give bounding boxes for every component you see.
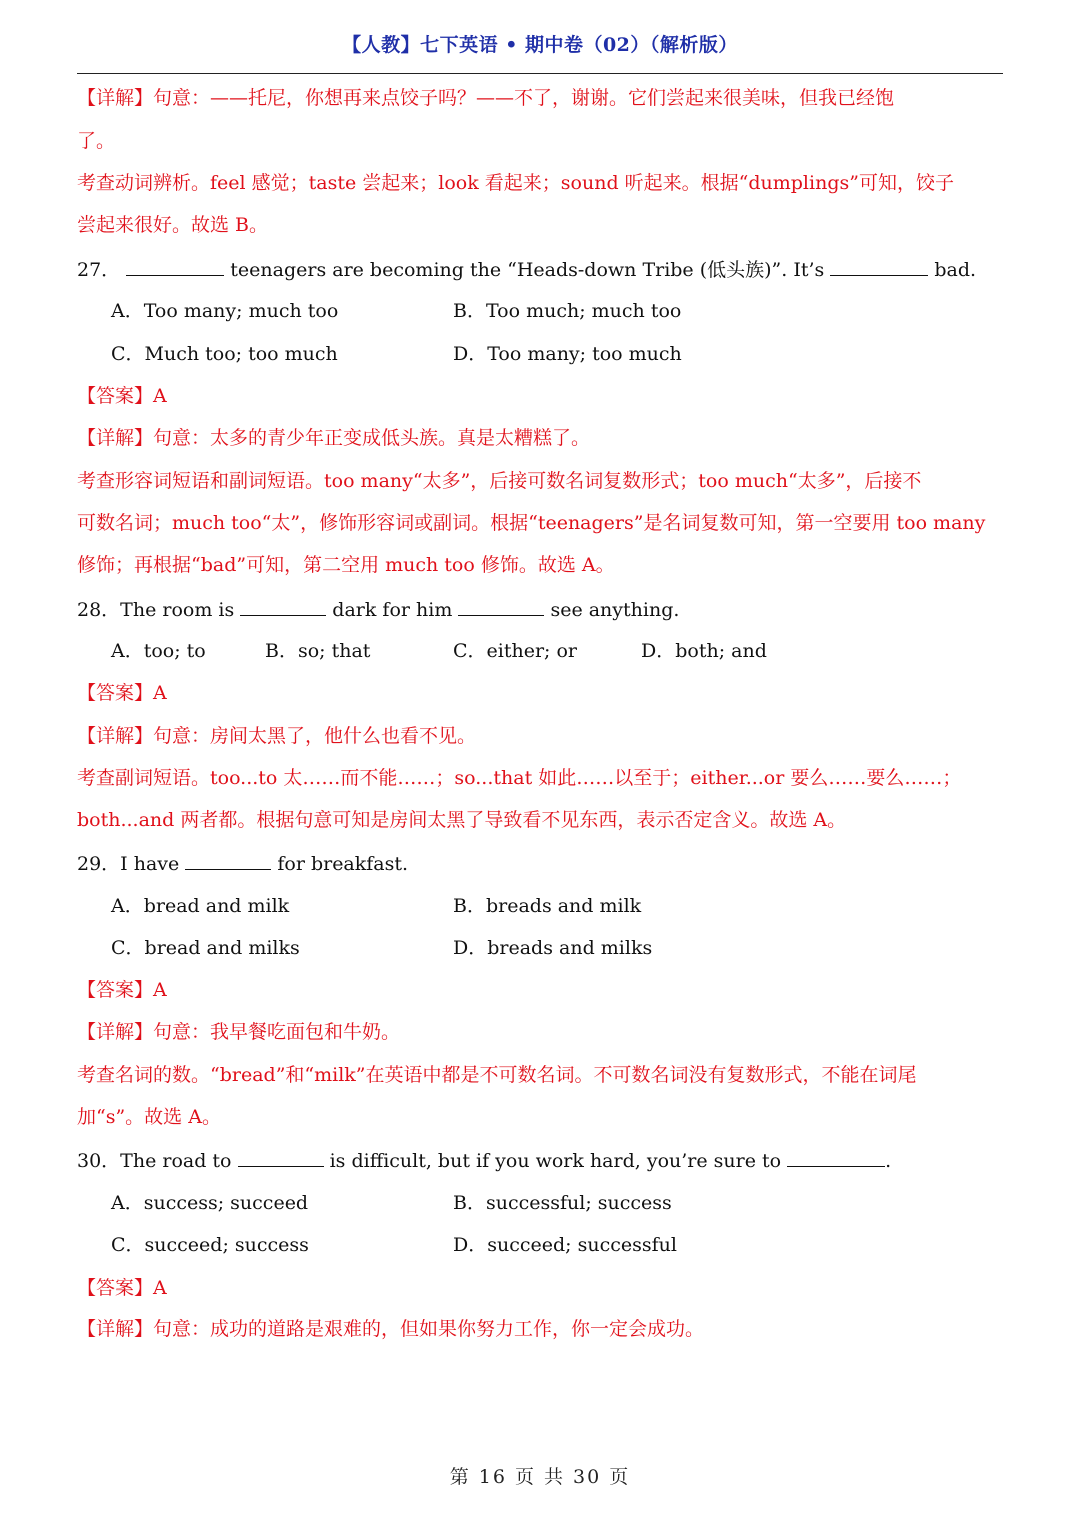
page-header-title: 【人教】七下英语 • 期中卷（02）（解析版） (342, 34, 738, 56)
prev-detail-line1: 【详解】句意：——托尼，你想再来点饺子吗？——不了，谢谢。它们尝起来很美味，但我已经饱 (77, 87, 895, 109)
question-text: teenagers are becoming the “Heads-down Tribe (低头族)”. It’s (224, 259, 831, 281)
question-text: is difficult, but if you work hard, you’re sure to (323, 1150, 788, 1172)
question-text: 30．The road to (77, 1150, 238, 1172)
q28-option-c: C．either; or (453, 640, 578, 662)
q28-detail: 【详解】句意：房间太黑了，他什么也看不见。 (77, 725, 477, 747)
q29-detail: 【详解】句意：我早餐吃面包和牛奶。 (77, 1021, 401, 1043)
q27-analysis-line3: 修饰；再根据“bad”可知，第二空用 much too 修饰。故选 A。 (77, 554, 615, 576)
q28-analysis-line2: both...and 两者都。根据句意可知是房间太黑了导致看不见东西，表示否定含义。故选 A。 (77, 809, 847, 831)
prev-analysis-line1: 考查动词辨析。feel 感觉；taste 尝起来；look 看起来；sound 听起来。根据“dumplings”可知，饺子 (77, 172, 954, 194)
answer-blank (240, 597, 326, 616)
q27-option-a: A．Too many; much too (111, 300, 339, 322)
question-number: 27． (77, 259, 121, 281)
answer-blank (185, 851, 271, 870)
q27-answer: 【答案】A (77, 385, 167, 407)
q30-detail: 【详解】句意：成功的道路是艰难的，但如果你努力工作，你一定会成功。 (77, 1318, 705, 1340)
q27-analysis-line1: 考查形容词短语和副词短语。too many“太多”，后接可数名词复数形式；too much“太多”，后接不 (77, 470, 922, 492)
question-30-stem (77, 1148, 891, 1173)
answer-blank (238, 1148, 324, 1167)
q29-analysis-line1: 考查名词的数。“bread”和“milk”在英语中都是不可数名词。不可数名词没有复数形式，不能在词尾 (77, 1064, 917, 1086)
question-text: bad. (928, 259, 977, 281)
q29-analysis-line2: 加“s”。故选 A。 (77, 1106, 221, 1128)
q27-option-b: B．Too much; much too (453, 300, 682, 322)
prev-detail-line2: 了。 (77, 130, 116, 152)
question-text: 28．The room is (77, 599, 241, 621)
q30-option-b: B．successful; success (453, 1192, 672, 1214)
question-text: 29．I have (77, 853, 186, 875)
q30-option-c: C．succeed; success (111, 1234, 309, 1256)
q28-analysis-line1: 考查副词短语。too...to 太……而不能……；so...that 如此……以至于；either...or 要么……要么……； (77, 767, 962, 789)
q29-option-c: C．bread and milks (111, 937, 300, 959)
question-text: . (885, 1150, 892, 1172)
header-divider (77, 73, 1003, 74)
q29-answer: 【答案】A (77, 979, 167, 1001)
q27-option-d: D．Too many; too much (453, 343, 682, 365)
q28-option-a: A．too; to (111, 640, 206, 662)
q28-option-d: D．both; and (641, 640, 767, 662)
q27-detail: 【详解】句意：太多的青少年正变成低头族。真是太糟糕了。 (77, 427, 591, 449)
q27-analysis-line2: 可数名词；much too“太”，修饰形容词或副词。根据“teenagers”是名词复数可知，第一空要用 too many (77, 512, 986, 534)
answer-blank (458, 597, 544, 616)
q28-answer: 【答案】A (77, 682, 167, 704)
answer-blank (830, 257, 928, 276)
q30-option-a: A．success; succeed (111, 1192, 309, 1214)
q29-option-a: A．bread and milk (111, 895, 290, 917)
question-text: see anything. (544, 599, 680, 621)
question-text: for breakfast. (271, 853, 409, 875)
question-27-stem (77, 257, 976, 282)
question-29-stem (77, 851, 408, 876)
question-text: dark for him (326, 599, 459, 621)
answer-blank (787, 1148, 885, 1167)
question-28-stem (77, 597, 679, 622)
prev-analysis-line2: 尝起来很好。故选 B。 (77, 214, 269, 236)
q27-option-c: C．Much too; too much (111, 343, 338, 365)
q30-option-d: D．succeed; successful (453, 1234, 677, 1256)
answer-blank (126, 257, 224, 276)
q29-option-d: D．breads and milks (453, 937, 653, 959)
page-number-footer: 第 16 页 共 30 页 (449, 1466, 631, 1488)
q28-option-b: B．so; that (265, 640, 371, 662)
q29-option-b: B．breads and milk (453, 895, 642, 917)
q30-answer: 【答案】A (77, 1277, 167, 1299)
